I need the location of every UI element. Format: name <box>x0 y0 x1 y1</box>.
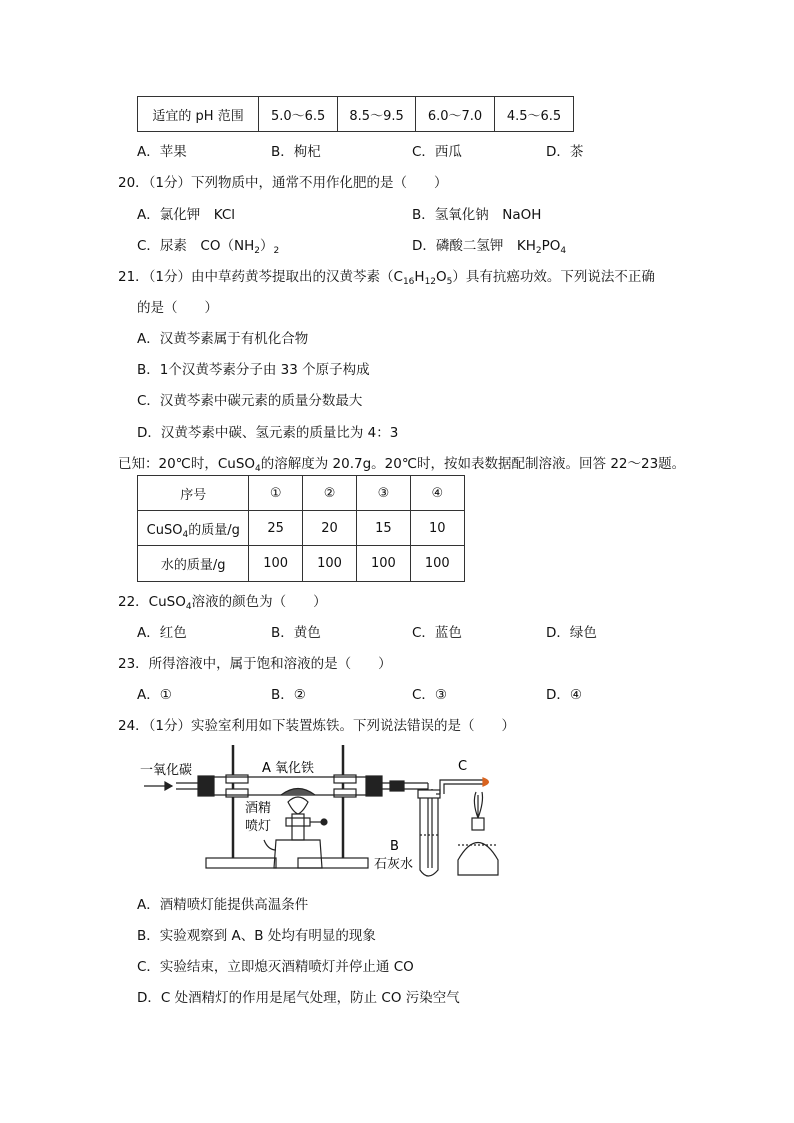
subscript: 16 <box>402 277 415 287</box>
q21-option-b: B．1个汉黄芩素分子由 33 个原子构成 <box>137 362 370 378</box>
q20-option-c <box>137 234 279 254</box>
table-header: ④ <box>410 476 464 511</box>
exhaust-tube <box>440 780 483 794</box>
q21-stem-post: ）具有抗癌功效。下列说法不正确 <box>452 269 655 285</box>
q20-option-c-text: C．尿素 CO（NH <box>137 238 255 254</box>
table-header: ② <box>302 476 356 511</box>
table-cell: 100 <box>302 546 356 582</box>
cuso4-table <box>137 475 465 582</box>
q21-stem-line2: 的是（ ） <box>137 300 218 316</box>
q20-option-a: A．氯化钾 KCl <box>137 207 236 223</box>
q21-formula-h: H <box>414 269 425 285</box>
known-pre: 已知：20℃时，CuSO <box>118 456 256 472</box>
a-label: A 氧化铁 <box>262 761 315 776</box>
row-label-pre: CuSO <box>146 522 183 538</box>
q23-option-a: A．① <box>137 687 172 703</box>
q21-option-d: D．汉黄芩素中碳、氢元素的质量比为 4：3 <box>137 425 399 441</box>
table-cell: 15 <box>357 511 410 546</box>
q23-option-c: C．③ <box>412 687 448 703</box>
table-header: ① <box>249 476 302 511</box>
q20-stem: 20．（1分）下列物质中，通常不用作化肥的是（ ） <box>118 175 448 191</box>
table-cell: 100 <box>357 546 410 582</box>
test-tube-b <box>418 790 440 876</box>
right-clamp <box>334 775 356 783</box>
table-cell: 20 <box>302 511 356 546</box>
q19-option-c: C．西瓜 <box>412 144 462 160</box>
ph-range-table <box>137 96 574 132</box>
known-info <box>118 452 685 472</box>
q24-option-a: A．酒精喷灯能提供高温条件 <box>137 897 309 913</box>
b-sub-label: 石灰水 <box>374 857 414 872</box>
subscript: 2 <box>273 246 280 256</box>
table-cell: 10 <box>410 511 464 546</box>
table-header: 序号 <box>138 476 249 511</box>
ph-table-cell: 6.0～7.0 <box>416 97 495 132</box>
subscript: 12 <box>424 277 437 287</box>
c-label: C <box>458 759 468 774</box>
table-cell: 100 <box>410 546 464 582</box>
q24-option-b: B．实验观察到 A、B 处均有明显的现象 <box>137 928 376 944</box>
q24-stem: 24．（1分）实验室利用如下装置炼铁。下列说法错误的是（ ） <box>118 718 516 734</box>
q19-option-a: A．苹果 <box>137 144 187 160</box>
q23-option-b: B．② <box>271 687 306 703</box>
q22-stem-pre: 22．CuSO <box>118 594 186 610</box>
iron-smelting-apparatus-diagram <box>138 740 518 885</box>
q20-option-d-mid: PO <box>541 238 561 254</box>
arrow-head-icon <box>165 782 172 790</box>
q21-formula-o: O <box>436 269 447 285</box>
row-label: 水的质量/g <box>138 546 249 582</box>
left-clamp <box>226 775 248 783</box>
q22-stem <box>118 590 327 610</box>
q19-option-b: B．枸杞 <box>271 144 321 160</box>
co-label: 一氧化碳 <box>140 763 193 778</box>
table-cell: 100 <box>249 546 302 582</box>
row-label <box>138 511 249 546</box>
iron-oxide-powder <box>281 789 315 796</box>
q21-stem-line1 <box>118 265 655 285</box>
burning-flame-icon <box>483 778 489 786</box>
rubber-connector <box>390 781 404 791</box>
known-post: 的溶解度为 20.7g。20℃时，按如表数据配制溶液。回答 22～23题。 <box>260 456 686 472</box>
q23-option-d: D．④ <box>546 687 582 703</box>
right-clamp <box>334 789 356 797</box>
spray-lamp-flame-icon <box>288 797 308 814</box>
table-header: ③ <box>357 476 410 511</box>
right-stopper <box>366 776 382 796</box>
subscript: 4 <box>185 602 192 612</box>
subscript: 2 <box>535 246 542 256</box>
left-stopper <box>198 776 214 796</box>
subscript: 4 <box>560 246 567 256</box>
row-label-post: 的质量/g <box>188 522 240 538</box>
q20-option-d <box>412 234 566 254</box>
q22-option-d: D．绿色 <box>546 625 597 641</box>
q22-option-a: A．红色 <box>137 625 187 641</box>
table-cell: 25 <box>249 511 302 546</box>
ph-table-cell: 4.5～6.5 <box>495 97 574 132</box>
left-clamp <box>226 789 248 797</box>
ph-table-cell: 8.5～9.5 <box>338 97 416 132</box>
q21-option-a: A．汉黄芩素属于有机化合物 <box>137 331 309 347</box>
subscript: 2 <box>254 246 260 256</box>
subscript: 5 <box>446 277 453 287</box>
q22-option-b: B．黄色 <box>271 625 321 641</box>
q24-option-d: D．C 处酒精灯的作用是尾气处理，防止 CO 污染空气 <box>137 990 460 1006</box>
q19-option-d: D．茶 <box>546 144 584 160</box>
q20-option-d-text: D．磷酸二氢钾 KH <box>412 238 536 254</box>
q22-option-c: C．蓝色 <box>412 625 462 641</box>
exhaust-tube <box>444 784 483 794</box>
q24-option-c: C．实验结束，立即熄灭酒精喷灯并停止通 CO <box>137 959 414 975</box>
subscript: 4 <box>182 529 189 540</box>
q21-option-c: C．汉黄芩素中碳元素的质量分数最大 <box>137 393 363 409</box>
q22-stem-post: 溶液的颜色为（ ） <box>191 594 327 610</box>
q21-stem-pre: 21．（1分）由中草药黄芩提取出的汉黄芩素（C <box>118 269 403 285</box>
ph-table-header: 适宜的 pH 范围 <box>138 97 259 132</box>
lamp-label-1: 酒精 <box>245 801 272 816</box>
lamp-label-2: 喷灯 <box>245 819 272 834</box>
alcohol-lamp-c <box>458 792 498 875</box>
q23-stem: 23．所得溶液中，属于饱和溶液的是（ ） <box>118 656 392 672</box>
ph-table-cell: 5.0～6.5 <box>259 97 338 132</box>
q20-option-b: B．氢氧化钠 NaOH <box>412 207 542 223</box>
b-label: B <box>390 839 399 854</box>
q20-option-c-mid: ） <box>259 238 274 254</box>
subscript: 4 <box>255 464 261 474</box>
